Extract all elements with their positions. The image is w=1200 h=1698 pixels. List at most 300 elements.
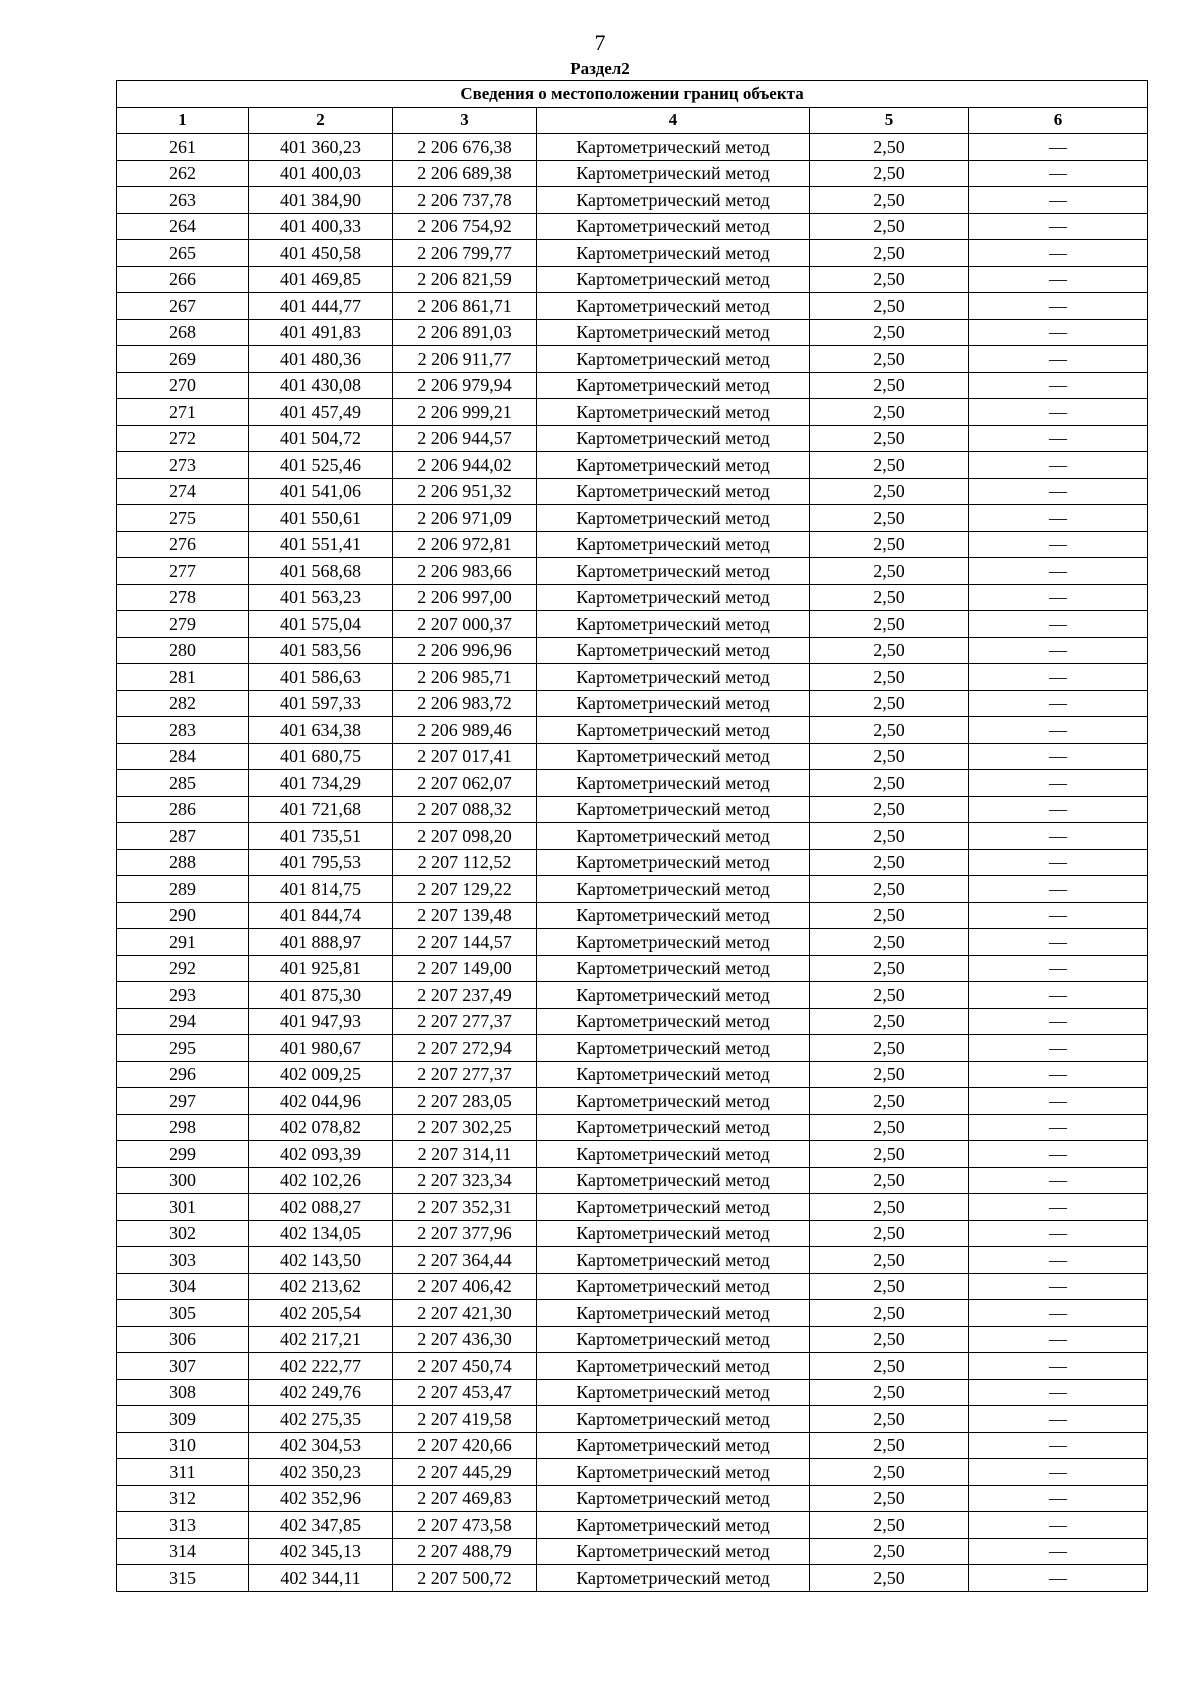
cell-y-coordinate: 2 206 972,81 [393,531,537,558]
cell-method: Картометрический метод [537,1061,810,1088]
cell-description: — [969,1088,1148,1115]
cell-x-coordinate: 401 734,29 [249,770,393,797]
cell-x-coordinate: 402 134,05 [249,1220,393,1247]
table-row [117,1247,1148,1274]
table-row [117,955,1148,982]
table-row [117,346,1148,373]
cell-accuracy: 2,50 [810,1326,969,1353]
cell-accuracy: 2,50 [810,452,969,479]
cell-method: Картометрический метод [537,452,810,479]
boundary-coordinates-table [116,80,1148,1592]
cell-y-coordinate: 2 207 088,32 [393,796,537,823]
cell-y-coordinate: 2 207 445,29 [393,1459,537,1486]
cell-x-coordinate: 401 925,81 [249,955,393,982]
cell-point-number: 282 [117,690,249,717]
cell-description: — [969,717,1148,744]
cell-description: — [969,1194,1148,1221]
cell-point-number: 279 [117,611,249,638]
cell-y-coordinate: 2 206 996,96 [393,637,537,664]
cell-description: — [969,1406,1148,1433]
table-header-row [117,107,1148,134]
cell-point-number: 273 [117,452,249,479]
cell-x-coordinate: 401 795,53 [249,849,393,876]
cell-point-number: 288 [117,849,249,876]
cell-accuracy: 2,50 [810,425,969,452]
cell-point-number: 269 [117,346,249,373]
cell-description: — [969,452,1148,479]
table-row [117,1353,1148,1380]
table-row [117,1220,1148,1247]
cell-x-coordinate: 401 844,74 [249,902,393,929]
cell-accuracy: 2,50 [810,584,969,611]
table-row [117,293,1148,320]
cell-accuracy: 2,50 [810,505,969,532]
cell-point-number: 304 [117,1273,249,1300]
cell-accuracy: 2,50 [810,743,969,770]
cell-accuracy: 2,50 [810,160,969,187]
cell-method: Картометрический метод [537,1326,810,1353]
cell-method: Картометрический метод [537,134,810,161]
cell-y-coordinate: 2 207 406,42 [393,1273,537,1300]
cell-point-number: 290 [117,902,249,929]
table-row [117,584,1148,611]
cell-description: — [969,1008,1148,1035]
cell-point-number: 285 [117,770,249,797]
cell-accuracy: 2,50 [810,664,969,691]
table-row [117,134,1148,161]
cell-y-coordinate: 2 207 314,11 [393,1141,537,1168]
cell-x-coordinate: 401 400,03 [249,160,393,187]
table-body [117,134,1148,1592]
cell-y-coordinate: 2 206 689,38 [393,160,537,187]
cell-y-coordinate: 2 206 983,72 [393,690,537,717]
cell-x-coordinate: 402 345,13 [249,1538,393,1565]
cell-method: Картометрический метод [537,982,810,1009]
cell-description: — [969,690,1148,717]
table-row [117,770,1148,797]
cell-accuracy: 2,50 [810,1114,969,1141]
cell-y-coordinate: 2 207 419,58 [393,1406,537,1433]
table-row [117,690,1148,717]
cell-method: Картометрический метод [537,796,810,823]
cell-accuracy: 2,50 [810,1353,969,1380]
table-row [117,1114,1148,1141]
cell-x-coordinate: 401 525,46 [249,452,393,479]
cell-description: — [969,293,1148,320]
table-row [117,213,1148,240]
cell-method: Картометрический метод [537,929,810,956]
cell-y-coordinate: 2 206 754,92 [393,213,537,240]
table-row [117,796,1148,823]
cell-description: — [969,160,1148,187]
cell-point-number: 312 [117,1485,249,1512]
table-row [117,823,1148,850]
cell-point-number: 298 [117,1114,249,1141]
cell-accuracy: 2,50 [810,1379,969,1406]
cell-x-coordinate: 401 568,68 [249,558,393,585]
cell-x-coordinate: 401 597,33 [249,690,393,717]
cell-x-coordinate: 401 735,51 [249,823,393,850]
cell-point-number: 307 [117,1353,249,1380]
cell-x-coordinate: 402 102,26 [249,1167,393,1194]
cell-y-coordinate: 2 206 983,66 [393,558,537,585]
cell-accuracy: 2,50 [810,1406,969,1433]
cell-description: — [969,1300,1148,1327]
cell-point-number: 299 [117,1141,249,1168]
cell-accuracy: 2,50 [810,346,969,373]
column-header-1: 1 [117,107,249,134]
cell-x-coordinate: 401 947,93 [249,1008,393,1035]
cell-y-coordinate: 2 206 944,57 [393,425,537,452]
table-row [117,1167,1148,1194]
cell-description: — [969,478,1148,505]
cell-x-coordinate: 402 205,54 [249,1300,393,1327]
cell-method: Картометрический метод [537,1220,810,1247]
cell-method: Картометрический метод [537,1008,810,1035]
cell-y-coordinate: 2 207 062,07 [393,770,537,797]
cell-method: Картометрический метод [537,1035,810,1062]
cell-method: Картометрический метод [537,1247,810,1274]
cell-method: Картометрический метод [537,1459,810,1486]
cell-x-coordinate: 402 249,76 [249,1379,393,1406]
cell-x-coordinate: 402 275,35 [249,1406,393,1433]
cell-x-coordinate: 401 450,58 [249,240,393,267]
cell-y-coordinate: 2 207 272,94 [393,1035,537,1062]
cell-description: — [969,505,1148,532]
cell-accuracy: 2,50 [810,1565,969,1592]
cell-x-coordinate: 401 551,41 [249,531,393,558]
table-row [117,1008,1148,1035]
cell-accuracy: 2,50 [810,1512,969,1539]
table-row [117,902,1148,929]
cell-description: — [969,266,1148,293]
cell-x-coordinate: 402 347,85 [249,1512,393,1539]
cell-method: Картометрический метод [537,743,810,770]
cell-point-number: 294 [117,1008,249,1035]
cell-x-coordinate: 402 352,96 [249,1485,393,1512]
cell-accuracy: 2,50 [810,1485,969,1512]
cell-description: — [969,213,1148,240]
cell-y-coordinate: 2 206 997,00 [393,584,537,611]
cell-point-number: 301 [117,1194,249,1221]
cell-x-coordinate: 401 384,90 [249,187,393,214]
cell-y-coordinate: 2 207 277,37 [393,1061,537,1088]
cell-x-coordinate: 402 143,50 [249,1247,393,1274]
cell-description: — [969,134,1148,161]
cell-point-number: 262 [117,160,249,187]
table-row [117,743,1148,770]
cell-method: Картометрический метод [537,1485,810,1512]
cell-method: Картометрический метод [537,717,810,744]
table-row [117,1379,1148,1406]
table-row [117,452,1148,479]
cell-x-coordinate: 401 360,23 [249,134,393,161]
cell-method: Картометрический метод [537,1538,810,1565]
cell-accuracy: 2,50 [810,187,969,214]
cell-description: — [969,902,1148,929]
cell-point-number: 265 [117,240,249,267]
cell-point-number: 286 [117,796,249,823]
table-row [117,929,1148,956]
cell-point-number: 261 [117,134,249,161]
cell-accuracy: 2,50 [810,293,969,320]
cell-method: Картометрический метод [537,1141,810,1168]
cell-description: — [969,1114,1148,1141]
cell-accuracy: 2,50 [810,266,969,293]
cell-accuracy: 2,50 [810,531,969,558]
cell-description: — [969,876,1148,903]
cell-description: — [969,1273,1148,1300]
table-row [117,1300,1148,1327]
cell-point-number: 313 [117,1512,249,1539]
cell-accuracy: 2,50 [810,1141,969,1168]
cell-description: — [969,1167,1148,1194]
table-row [117,876,1148,903]
cell-point-number: 270 [117,372,249,399]
table-row [117,1406,1148,1433]
table-row [117,1512,1148,1539]
cell-x-coordinate: 401 457,49 [249,399,393,426]
table-row [117,372,1148,399]
cell-method: Картометрический метод [537,1167,810,1194]
cell-method: Картометрический метод [537,531,810,558]
cell-y-coordinate: 2 207 302,25 [393,1114,537,1141]
cell-method: Картометрический метод [537,770,810,797]
table-row [117,187,1148,214]
cell-method: Картометрический метод [537,1512,810,1539]
cell-accuracy: 2,50 [810,1167,969,1194]
cell-method: Картометрический метод [537,1114,810,1141]
cell-x-coordinate: 401 875,30 [249,982,393,1009]
cell-point-number: 274 [117,478,249,505]
cell-method: Картометрический метод [537,584,810,611]
cell-description: — [969,319,1148,346]
cell-description: — [969,1379,1148,1406]
cell-description: — [969,1485,1148,1512]
cell-method: Картометрический метод [537,611,810,638]
cell-y-coordinate: 2 207 237,49 [393,982,537,1009]
cell-point-number: 275 [117,505,249,532]
cell-description: — [969,346,1148,373]
cell-accuracy: 2,50 [810,982,969,1009]
cell-y-coordinate: 2 207 352,31 [393,1194,537,1221]
cell-y-coordinate: 2 206 999,21 [393,399,537,426]
cell-accuracy: 2,50 [810,558,969,585]
cell-accuracy: 2,50 [810,319,969,346]
table-row [117,717,1148,744]
cell-description: — [969,849,1148,876]
cell-description: — [969,372,1148,399]
cell-point-number: 283 [117,717,249,744]
cell-description: — [969,955,1148,982]
cell-y-coordinate: 2 207 453,47 [393,1379,537,1406]
cell-y-coordinate: 2 207 469,83 [393,1485,537,1512]
cell-x-coordinate: 401 550,61 [249,505,393,532]
cell-method: Картометрический метод [537,187,810,214]
cell-x-coordinate: 401 721,68 [249,796,393,823]
cell-accuracy: 2,50 [810,796,969,823]
cell-accuracy: 2,50 [810,1300,969,1327]
cell-description: — [969,425,1148,452]
cell-accuracy: 2,50 [810,372,969,399]
cell-method: Картометрический метод [537,1406,810,1433]
cell-accuracy: 2,50 [810,1008,969,1035]
cell-method: Картометрический метод [537,1565,810,1592]
cell-y-coordinate: 2 206 911,77 [393,346,537,373]
cell-x-coordinate: 401 575,04 [249,611,393,638]
page-number: 7 [594,30,606,55]
cell-description: — [969,796,1148,823]
cell-y-coordinate: 2 206 737,78 [393,187,537,214]
cell-y-coordinate: 2 207 323,34 [393,1167,537,1194]
cell-method: Картометрический метод [537,346,810,373]
cell-method: Картометрический метод [537,1432,810,1459]
cell-x-coordinate: 401 888,97 [249,929,393,956]
cell-y-coordinate: 2 206 951,32 [393,478,537,505]
cell-point-number: 310 [117,1432,249,1459]
table-row [117,478,1148,505]
cell-y-coordinate: 2 207 420,66 [393,1432,537,1459]
cell-point-number: 314 [117,1538,249,1565]
cell-description: — [969,558,1148,585]
table-row [117,425,1148,452]
cell-point-number: 303 [117,1247,249,1274]
cell-x-coordinate: 401 491,83 [249,319,393,346]
cell-method: Картометрический метод [537,266,810,293]
cell-accuracy: 2,50 [810,1538,969,1565]
cell-y-coordinate: 2 206 944,02 [393,452,537,479]
cell-method: Картометрический метод [537,664,810,691]
cell-point-number: 297 [117,1088,249,1115]
cell-method: Картометрический метод [537,902,810,929]
cell-accuracy: 2,50 [810,955,969,982]
cell-description: — [969,584,1148,611]
cell-x-coordinate: 401 814,75 [249,876,393,903]
cell-description: — [969,187,1148,214]
column-header-2: 2 [249,107,393,134]
cell-point-number: 268 [117,319,249,346]
cell-accuracy: 2,50 [810,240,969,267]
cell-description: — [969,1326,1148,1353]
cell-method: Картометрический метод [537,558,810,585]
cell-point-number: 271 [117,399,249,426]
cell-accuracy: 2,50 [810,902,969,929]
cell-description: — [969,770,1148,797]
table-row [117,1538,1148,1565]
cell-method: Картометрический метод [537,478,810,505]
cell-accuracy: 2,50 [810,1220,969,1247]
cell-method: Картометрический метод [537,1379,810,1406]
cell-description: — [969,531,1148,558]
cell-accuracy: 2,50 [810,717,969,744]
cell-accuracy: 2,50 [810,213,969,240]
cell-description: — [969,611,1148,638]
cell-method: Картометрический метод [537,160,810,187]
cell-y-coordinate: 2 207 144,57 [393,929,537,956]
cell-point-number: 267 [117,293,249,320]
cell-point-number: 292 [117,955,249,982]
table-row [117,1088,1148,1115]
cell-accuracy: 2,50 [810,1273,969,1300]
cell-method: Картометрический метод [537,293,810,320]
cell-y-coordinate: 2 207 473,58 [393,1512,537,1539]
cell-point-number: 308 [117,1379,249,1406]
cell-accuracy: 2,50 [810,929,969,956]
cell-y-coordinate: 2 207 277,37 [393,1008,537,1035]
cell-point-number: 311 [117,1459,249,1486]
cell-description: — [969,1565,1148,1592]
cell-method: Картометрический метод [537,1088,810,1115]
cell-point-number: 315 [117,1565,249,1592]
cell-method: Картометрический метод [537,399,810,426]
cell-x-coordinate: 401 563,23 [249,584,393,611]
table-row [117,1459,1148,1486]
cell-accuracy: 2,50 [810,1459,969,1486]
cell-description: — [969,637,1148,664]
cell-x-coordinate: 402 044,96 [249,1088,393,1115]
cell-point-number: 306 [117,1326,249,1353]
cell-y-coordinate: 2 207 421,30 [393,1300,537,1327]
cell-y-coordinate: 2 207 377,96 [393,1220,537,1247]
cell-point-number: 276 [117,531,249,558]
cell-x-coordinate: 402 213,62 [249,1273,393,1300]
cell-x-coordinate: 402 304,53 [249,1432,393,1459]
cell-method: Картометрический метод [537,372,810,399]
cell-accuracy: 2,50 [810,134,969,161]
cell-method: Картометрический метод [537,1273,810,1300]
cell-x-coordinate: 401 583,56 [249,637,393,664]
cell-accuracy: 2,50 [810,478,969,505]
table-row [117,319,1148,346]
cell-x-coordinate: 402 009,25 [249,1061,393,1088]
cell-accuracy: 2,50 [810,1194,969,1221]
table-row [117,1273,1148,1300]
table-row [117,637,1148,664]
table-row [117,1326,1148,1353]
cell-description: — [969,399,1148,426]
cell-method: Картометрический метод [537,240,810,267]
table-caption-row [117,81,1148,108]
table-row [117,240,1148,267]
cell-x-coordinate: 402 222,77 [249,1353,393,1380]
cell-point-number: 272 [117,425,249,452]
table-row [117,982,1148,1009]
cell-description: — [969,982,1148,1009]
cell-y-coordinate: 2 207 436,30 [393,1326,537,1353]
cell-y-coordinate: 2 207 149,00 [393,955,537,982]
cell-point-number: 266 [117,266,249,293]
cell-method: Картометрический метод [537,955,810,982]
cell-y-coordinate: 2 206 861,71 [393,293,537,320]
table-caption: Сведения о местоположении границ объекта [117,81,1148,108]
cell-y-coordinate: 2 207 283,05 [393,1088,537,1115]
cell-method: Картометрический метод [537,505,810,532]
cell-point-number: 264 [117,213,249,240]
cell-method: Картометрический метод [537,849,810,876]
cell-accuracy: 2,50 [810,637,969,664]
cell-x-coordinate: 401 980,67 [249,1035,393,1062]
cell-description: — [969,1061,1148,1088]
cell-point-number: 296 [117,1061,249,1088]
cell-accuracy: 2,50 [810,1247,969,1274]
cell-y-coordinate: 2 207 112,52 [393,849,537,876]
cell-point-number: 287 [117,823,249,850]
cell-x-coordinate: 401 541,06 [249,478,393,505]
cell-y-coordinate: 2 207 364,44 [393,1247,537,1274]
cell-accuracy: 2,50 [810,876,969,903]
column-header-5: 5 [810,107,969,134]
cell-accuracy: 2,50 [810,1432,969,1459]
